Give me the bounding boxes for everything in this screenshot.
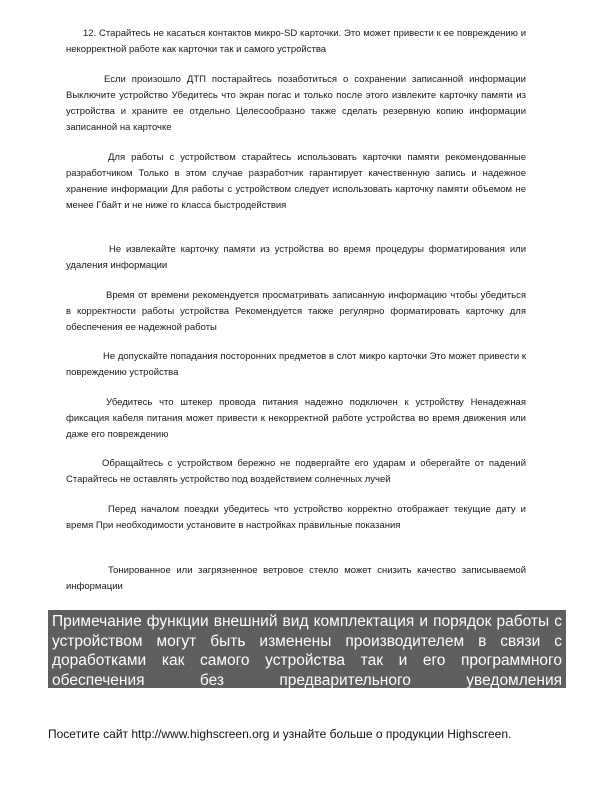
note-box: Примечание функции внешний вид комплектация и порядок работы с устройством могут быть изменены производителем в связи с доработками как самого устройства так и его программного обеспечения без предварительного уведомления bbox=[48, 610, 566, 688]
paragraph-review-records: Время от времени рекомендуется просматривать записанную информацию чтобы убедиться в корректности работы устройства Рекомендуется также регулярно форматировать карточку для обеспечения ее надежной работы bbox=[66, 290, 526, 333]
paragraph-foreign-objects: Не допускайте попадания посторонних предметов в слот микро карточки Это может привести к повреждению устройства bbox=[66, 351, 526, 378]
paragraph-accident: Если произошло ДТП постарайтесь позаботиться о сохранении записанной информации Выключите устройство Убедитесь что экран погас и только после этого извлеките карточку памяти из устройства и храните ее отдельно Целесообразно также сделать резервную копию информации записанной на карточке bbox=[66, 74, 526, 133]
paragraph-recommended-cards: Для работы с устройством старайтесь использовать карточки памяти рекомендованные разработчиком Только в этом случае разработчик гарантирует качественную запись и надежное хранение информации Для работы с устройством следует использовать карточку памяти объемом не менее Гбайт и не ниже го класса быстродействия bbox=[66, 152, 526, 211]
paragraph-handle-carefully: Обращайтесь с устройством бережно не подвергайте его ударам и оберегайте от падений Старайтесь не оставлять устройство под воздействием солнечных лучей bbox=[66, 458, 526, 485]
paragraph-do-not-remove: Не извлекайте карточку памяти из устройства во время процедуры форматирования или удаления информации bbox=[66, 244, 526, 271]
paragraph-power-cable: Убедитесь что штекер провода питания надежно подключен к устройству Ненадежная фиксация кабеля питания может привести к некорректной работе устройства во время движения или даже его повреждению bbox=[66, 397, 526, 440]
footer-visit-site: Посетите сайт http://www.highscreen.org и узнайте больше о продукции Highscreen. bbox=[48, 727, 512, 741]
paragraph-check-date-time: Перед началом поездки убедитесь что устройство корректно отображает текущие дату и время При необходимости установите в настройках правильные показания bbox=[66, 504, 526, 531]
paragraph-windshield: Тонированное или загрязненное ветровое стекло может снизить качество записываемой информации bbox=[66, 565, 526, 592]
paragraph-12-microsd-contacts: 12. Старайтесь не касаться контактов микро-SD карточки. Это может привести к ее повреждению и некорректной работе как карточки так и самого устройства bbox=[66, 28, 526, 55]
